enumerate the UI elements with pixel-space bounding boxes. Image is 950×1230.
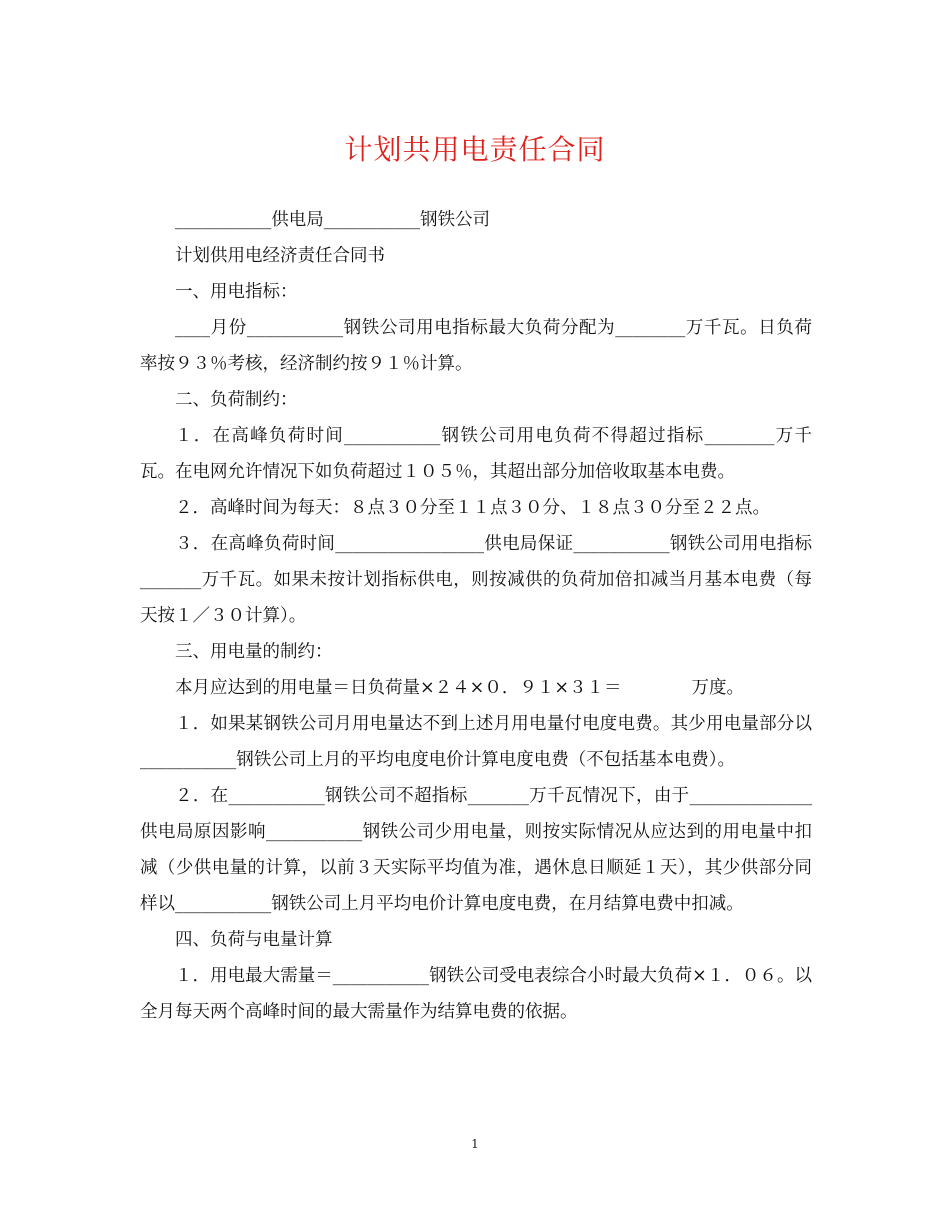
contract-subtitle: 计划供用电经济责任合同书 [175,246,385,266]
paragraph: 本月应达到的用电量＝日负荷量×２４×０．９１×３１＝ 万度。 [175,678,744,698]
paragraph: ３．在高峰负荷时间_________________供电局保证___________钢铁公司用电指标_______万千瓦。如果未按计划指标供电，则按减供的负荷加倍扣减当月基本电费（每天按１／３０计算）。 [140,534,812,626]
party-line: ___________供电局___________钢铁公司 [175,210,490,230]
paragraph: １．用电最大需量＝___________钢铁公司受电表综合小时最大负荷×１．０６。以全月每天两个高峰时间的最大需量作为结算电费的依据。 [140,966,812,1022]
paragraph: ____月份___________钢铁公司用电指标最大负荷分配为________万千瓦。日负荷率按９３％考核，经济制约按９１％计算。 [140,318,812,374]
section-heading-3: 三、用电量的制约： [175,642,333,662]
section-heading-2: 二、负荷制约： [175,390,298,410]
document-body [140,202,812,1030]
section-heading-4: 四、负荷与电量计算 [175,930,333,950]
paragraph: ２．在___________钢铁公司不超指标_______万千瓦情况下，由于______________供电局原因影响___________钢铁公司少用电量，则按实际情况从应达到的用电量中扣减（少供电量的计算，以前３天实际平均值为准，遇休息日顺延１天），其少供部分同样以___________钢铁公司上月平均电价计算电度电费，在月结算电费中扣减。 [140,786,812,914]
paragraph: １．在高峰负荷时间___________钢铁公司用电负荷不得超过指标________万千瓦。在电网允许情况下如负荷超过１０５％，其超出部分加倍收取基本电费。 [140,426,812,482]
page-number: 1 [471,1137,479,1151]
document-title: 计划共用电责任合同 [344,133,606,166]
section-heading-1: 一、用电指标： [175,282,298,302]
paragraph: １．如果某钢铁公司月用电量达不到上述月用电量付电度电费。其少用电量部分以___________钢铁公司上月的平均电度电价计算电度电费（不包括基本电费）。 [140,714,812,770]
paragraph: ２．高峰时间为每天：８点３０分至１１点３０分、１８点３０分至２２点。 [175,498,770,518]
